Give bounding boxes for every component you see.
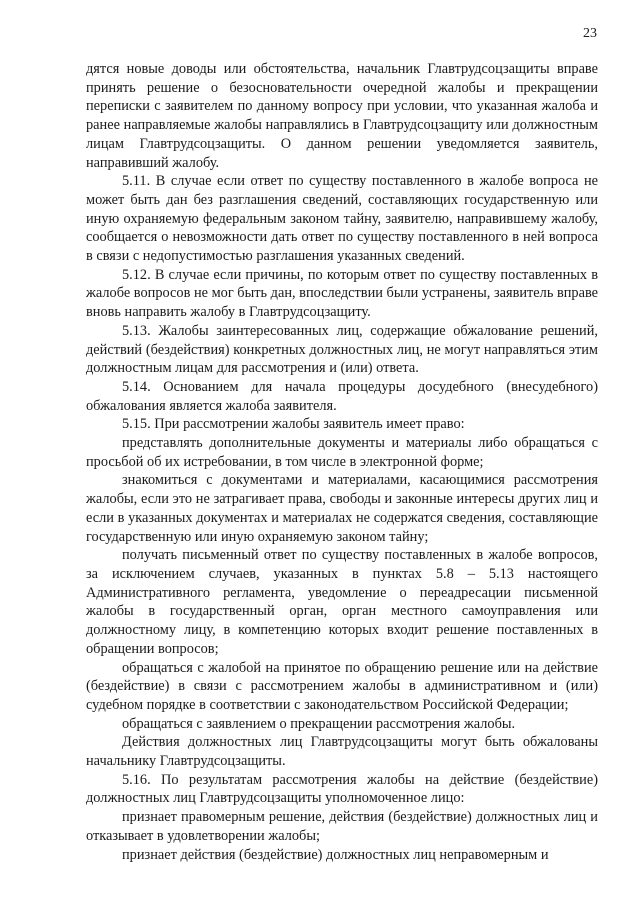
paragraph-5-16: 5.16. По результатам рассмотрения жалобы на действие (бездействие) должностных лиц Главтрудсоцзащиты уполномоченное лицо:: [86, 771, 598, 807]
paragraph-5-15: 5.15. При рассмотрении жалобы заявитель имеет право:: [122, 416, 465, 433]
paragraph-5-15-item-4: обращаться с жалобой на принятое по обращению решение или на действие (бездействие) в связи с рассмотрением жалобы в административном и (или) судебном порядке в соответствии с законодательством Российской Федерации;: [86, 659, 598, 713]
paragraph-5-12: 5.12. В случае если причины, по которым ответ по существу поставленных в жалобе вопросов не мог быть дан, впоследствии были устранены, заявитель вправе вновь направить жалобу в Главтрудсоцзащиту.: [86, 266, 598, 321]
paragraph-5-14: 5.14. Основанием для начала процедуры досудебного (внесудебного) обжалования является жалоба заявителя.: [86, 378, 598, 414]
paragraph-5-16-item-1: признает правомерным решение, действия (бездействие) должностных лиц и отказывает в удовлетворении жалобы;: [86, 809, 598, 844]
paragraph-5-16-item-2: признает действия (бездействие) должностных лиц неправомерным и: [122, 846, 549, 863]
paragraph-appeal-actions: Действия должностных лиц Главтрудсоцзащиты могут быть обжалованы начальнику Главтрудсоцзащиты.: [86, 734, 598, 770]
paragraph-5-13: 5.13. Жалобы заинтересованных лиц, содержащие обжалование решений, действий (бездействия) конкретных должностных лиц, не могут направляться этим должностным лицам для рассмотрения и (или) ответа.: [86, 322, 598, 377]
paragraph-5-15-item-3: получать письменный ответ по существу поставленных в жалобе вопросов, за исключением случаев, указанных в пунктах 5.8 – 5.13 настоящего Административного регламента, уведомление о переадресации письменной жалобы в государственный орган, орган местного самоуправления или должностному лицу, в компетенцию которых входит решение поставленных в обращении вопросов;: [86, 547, 598, 657]
body-text: [86, 60, 598, 864]
paragraph-5-15-item-2: знакомиться с документами и материалами, касающимися рассмотрения жалобы, если это не затрагивает права, свободы и законные интересы других лиц и если в указанных документах и материалах не содержатся сведения, составляющие государственную или иную охраняемую законом тайну;: [86, 472, 598, 545]
page-number: 23: [583, 26, 597, 41]
paragraph-5-15-item-5: обращаться с заявлением о прекращении рассмотрения жалобы.: [122, 715, 516, 732]
paragraph-continuation: дятся новые доводы или обстоятельства, начальник Главтрудсоцзащиты вправе принять решение о безосновательности очередной жалобы и прекращении переписки с заявителем по данному вопросу при условии, что указанная жалоба и ранее направляемые жалобы направлялись в Главтрудсоцзащиту или должностным лицам Главтрудсоцзащиты. О данном решении уведомляется заявитель, направивший жалобу.: [86, 61, 598, 171]
paragraph-5-15-item-1: представлять дополнительные документы и материалы либо обращаться с просьбой об их истребовании, в том числе в электронной форме;: [86, 435, 598, 470]
paragraph-5-11: 5.11. В случае если ответ по существу поставленного в жалобе вопроса не может быть дан без разглашения сведений, составляющих государственную или иную охраняемую федеральным законом тайну, заявителю, направившему жалобу, сообщается о невозможности дать ответ по существу поставленного в ней вопроса в связи с недопустимостью разглашения указанных сведений.: [86, 173, 598, 265]
